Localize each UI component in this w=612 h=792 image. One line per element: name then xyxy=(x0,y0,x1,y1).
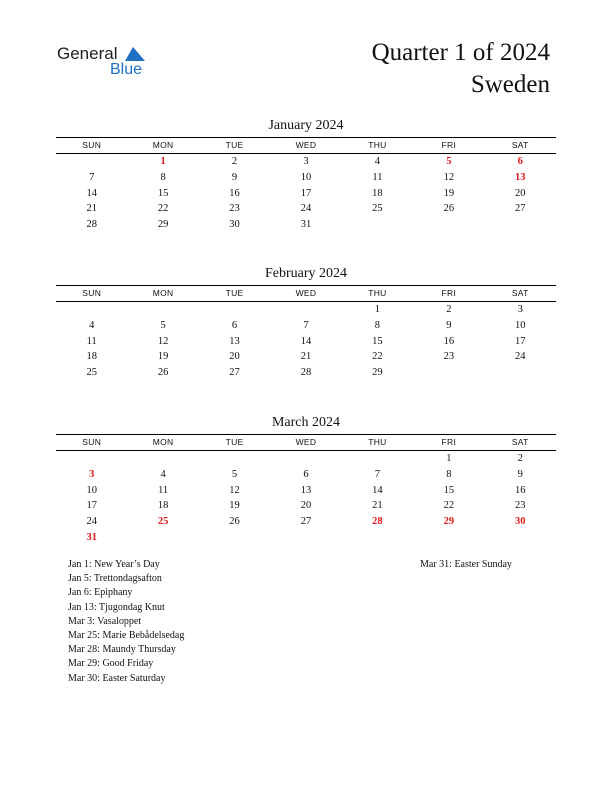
day-cell: 20 xyxy=(229,351,240,363)
day-cell: 7 xyxy=(303,319,309,331)
day-cell: 18 xyxy=(372,187,383,199)
empty-day-cell xyxy=(485,530,556,546)
day-cell: 10 xyxy=(86,484,97,496)
empty-day-cell xyxy=(485,365,556,381)
week-row xyxy=(56,217,556,233)
empty-day-cell xyxy=(199,530,270,546)
weekday-label: WED xyxy=(295,288,317,298)
weekday-label: SAT xyxy=(511,437,529,447)
day-cell: 15 xyxy=(372,335,383,347)
weekday-label: THU xyxy=(368,437,387,447)
day-cell: 22 xyxy=(157,203,169,215)
day-cell: 20 xyxy=(300,500,312,512)
holiday-list-left xyxy=(68,558,184,686)
weekday-label: SAT xyxy=(511,140,529,150)
holiday-item: Mar 3: Vasaloppet xyxy=(68,615,142,627)
day-cell: 5 xyxy=(231,468,238,480)
day-cell: 7 xyxy=(89,171,95,183)
week-row xyxy=(56,154,556,170)
week-row xyxy=(56,318,556,334)
day-cell: 29 xyxy=(443,516,455,528)
holiday-item: Jan 6: Epiphany xyxy=(68,587,133,599)
day-cell: 9 xyxy=(517,468,523,480)
day-cell: 14 xyxy=(372,484,383,496)
day-cell: 28 xyxy=(86,219,97,231)
day-cell: 25 xyxy=(157,516,169,528)
empty-day-cell xyxy=(270,451,341,467)
day-cell: 31 xyxy=(86,531,97,543)
weekday-label: SUN xyxy=(82,437,102,447)
weekday-label: TUE xyxy=(225,140,244,150)
day-cell: 14 xyxy=(300,335,312,347)
day-cell: 4 xyxy=(160,468,166,480)
week-row xyxy=(56,483,556,499)
day-cell: 16 xyxy=(229,187,240,199)
day-cell: 29 xyxy=(372,367,383,379)
page-title xyxy=(372,37,550,101)
day-cell: 1 xyxy=(446,453,452,464)
day-cell: 20 xyxy=(514,187,526,199)
day-cell: 18 xyxy=(157,500,169,512)
day-cell: 8 xyxy=(374,319,381,331)
day-cell: 25 xyxy=(86,367,97,379)
day-cell: 8 xyxy=(446,468,452,480)
month-title: February 2024 xyxy=(264,266,348,281)
day-cell: 13 xyxy=(300,484,312,496)
weekday-label: TUE xyxy=(225,288,244,298)
empty-day-cell xyxy=(342,530,413,546)
day-cell: 26 xyxy=(443,203,455,215)
empty-day-cell xyxy=(56,451,127,467)
day-cell: 3 xyxy=(517,304,523,315)
day-cell: 11 xyxy=(372,171,383,183)
empty-day-cell xyxy=(127,302,198,318)
empty-day-cell xyxy=(199,451,270,467)
day-cell: 26 xyxy=(157,367,169,379)
day-cell: 5 xyxy=(446,156,452,167)
week-row xyxy=(56,467,556,483)
month-january xyxy=(56,117,556,233)
holiday-item: Mar 31: Easter Sunday xyxy=(420,559,512,570)
weekday-label: SAT xyxy=(511,288,529,298)
day-cell: 22 xyxy=(372,351,383,363)
day-cell: 16 xyxy=(514,484,526,496)
day-cell: 9 xyxy=(231,171,238,183)
day-cell: 19 xyxy=(229,500,240,512)
holiday-item: Jan 1: New Year’s Day xyxy=(68,559,160,570)
day-cell: 6 xyxy=(231,319,238,331)
weekday-label: WED xyxy=(295,437,317,447)
day-cell: 13 xyxy=(229,335,240,347)
title-country: Sweden xyxy=(470,71,550,98)
holiday-item: Mar 30: Easter Saturday xyxy=(68,672,166,684)
holiday-item: Mar 29: Good Friday xyxy=(68,658,154,670)
day-cell: 4 xyxy=(374,156,381,167)
day-cell: 24 xyxy=(300,203,312,215)
weekday-label: SUN xyxy=(82,288,102,298)
day-cell: 2 xyxy=(517,453,523,464)
empty-day-cell xyxy=(199,302,270,318)
day-cell: 8 xyxy=(160,171,166,183)
day-cell: 11 xyxy=(158,484,169,496)
weekday-label: FRI xyxy=(441,437,457,447)
holiday-list-right xyxy=(420,558,512,572)
empty-day-cell xyxy=(485,217,556,233)
holiday-item: Mar 25: Marie Bebådelsedag xyxy=(68,630,185,642)
day-cell: 16 xyxy=(443,335,455,347)
day-cell: 6 xyxy=(517,156,523,167)
week-row xyxy=(56,302,556,318)
logo-word-blue: Blue xyxy=(110,61,143,78)
week-row xyxy=(56,334,556,350)
day-cell: 30 xyxy=(229,219,240,231)
empty-day-cell xyxy=(270,302,341,318)
day-cell: 12 xyxy=(157,335,169,347)
day-cell: 26 xyxy=(229,516,240,528)
logo-flag-icon xyxy=(125,47,145,61)
day-cell: 5 xyxy=(160,319,166,331)
weekday-header-row xyxy=(56,285,556,302)
empty-day-cell xyxy=(342,451,413,467)
day-cell: 23 xyxy=(514,500,526,512)
empty-day-cell xyxy=(270,530,341,546)
weekday-header-row xyxy=(56,434,556,451)
day-cell: 2 xyxy=(231,156,238,167)
logo-word-general: General xyxy=(57,44,118,63)
week-row xyxy=(56,365,556,381)
day-cell: 19 xyxy=(443,187,455,199)
logo xyxy=(57,44,157,84)
day-cell: 7 xyxy=(374,468,381,480)
empty-day-cell xyxy=(413,217,484,233)
day-cell: 13 xyxy=(514,171,526,183)
empty-day-cell xyxy=(413,530,484,546)
day-cell: 3 xyxy=(89,468,95,480)
month-title: March 2024 xyxy=(271,415,341,430)
day-cell: 10 xyxy=(300,171,312,183)
day-cell: 19 xyxy=(157,351,169,363)
holiday-item: Jan 5: Trettondagsafton xyxy=(68,573,162,585)
day-cell: 23 xyxy=(229,203,240,215)
weekday-label: WED xyxy=(295,140,317,150)
week-row xyxy=(56,514,556,530)
month-february xyxy=(56,265,556,381)
day-cell: 24 xyxy=(86,516,97,528)
week-row xyxy=(56,498,556,514)
day-cell: 28 xyxy=(372,516,383,528)
empty-day-cell xyxy=(56,154,127,170)
day-cell: 31 xyxy=(300,219,312,231)
day-cell: 17 xyxy=(514,335,526,347)
weekday-label: FRI xyxy=(441,288,457,298)
day-cell: 14 xyxy=(86,187,97,199)
day-cell: 21 xyxy=(372,500,383,512)
weekday-label: MON xyxy=(152,140,174,150)
day-cell: 15 xyxy=(157,187,169,199)
day-cell: 27 xyxy=(300,516,312,528)
day-cell: 21 xyxy=(300,351,312,363)
empty-day-cell xyxy=(127,451,198,467)
weekday-label: THU xyxy=(368,140,387,150)
day-cell: 27 xyxy=(514,203,526,215)
week-row xyxy=(56,530,556,546)
holiday-item: Mar 28: Maundy Thursday xyxy=(68,644,176,656)
weekday-label: MON xyxy=(152,288,174,298)
day-cell: 12 xyxy=(443,171,455,183)
empty-day-cell xyxy=(342,217,413,233)
day-cell: 24 xyxy=(514,351,526,363)
weekday-header-row xyxy=(56,137,556,154)
day-cell: 12 xyxy=(229,484,240,496)
weekday-label: TUE xyxy=(225,437,244,447)
weekday-label: MON xyxy=(152,437,174,447)
day-cell: 1 xyxy=(160,156,166,167)
week-row xyxy=(56,170,556,186)
day-cell: 9 xyxy=(446,319,452,331)
month-title: January 2024 xyxy=(268,118,344,133)
empty-day-cell xyxy=(56,302,127,318)
empty-day-cell xyxy=(127,530,198,546)
day-cell: 30 xyxy=(514,516,526,528)
day-cell: 4 xyxy=(89,319,95,331)
day-cell: 11 xyxy=(86,335,97,347)
day-cell: 3 xyxy=(303,156,309,167)
day-cell: 17 xyxy=(300,187,312,199)
day-cell: 28 xyxy=(300,367,312,379)
day-cell: 23 xyxy=(443,351,455,363)
week-row xyxy=(56,186,556,202)
weekday-label: SUN xyxy=(82,140,102,150)
day-cell: 6 xyxy=(303,468,309,480)
weekday-label: FRI xyxy=(441,140,457,150)
week-row xyxy=(56,451,556,467)
day-cell: 15 xyxy=(443,484,455,496)
day-cell: 22 xyxy=(443,500,455,512)
empty-day-cell xyxy=(413,365,484,381)
month-march xyxy=(56,414,556,546)
day-cell: 10 xyxy=(514,319,526,331)
day-cell: 25 xyxy=(372,203,383,215)
day-cell: 27 xyxy=(229,367,240,379)
week-row xyxy=(56,349,556,365)
title-quarter: Quarter 1 of 2024 xyxy=(371,39,550,66)
day-cell: 21 xyxy=(86,203,97,215)
day-cell: 2 xyxy=(446,304,452,315)
day-cell: 29 xyxy=(157,219,169,231)
day-cell: 18 xyxy=(86,351,97,363)
day-cell: 17 xyxy=(86,500,97,512)
week-row xyxy=(56,201,556,217)
holiday-item: Jan 13: Tjugondag Knut xyxy=(68,601,165,613)
day-cell: 1 xyxy=(374,304,381,315)
weekday-label: THU xyxy=(368,288,387,298)
